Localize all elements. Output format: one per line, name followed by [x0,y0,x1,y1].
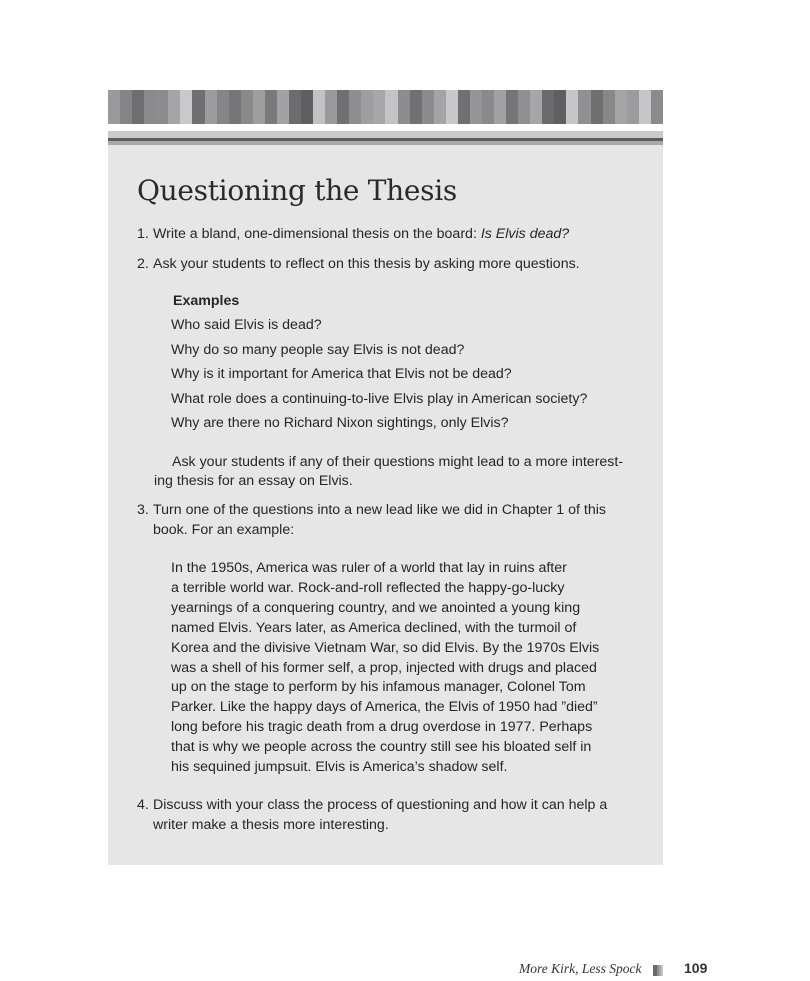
list-text: Discuss with your class the process of questioning and how it can help a [153,797,608,813]
list-number: 4. [137,797,149,813]
paragraph-line: up on the stage to perform by his infamous manager, Colonel Tom [171,679,586,696]
page-title: Questioning the Thesis [137,174,457,207]
stripe [603,90,615,124]
stripe [120,90,132,124]
header-stripe-band [108,90,663,124]
stripe [518,90,530,124]
example-question: Why is it important for America that Elvis not be dead? [171,366,512,382]
list-number: 3. [137,502,149,518]
page-number: 109 [684,960,708,976]
stripe [434,90,446,124]
stripe [530,90,542,124]
stripe [313,90,325,124]
stripe [591,90,603,124]
list-number: 1. [137,226,149,242]
stripe [361,90,373,124]
follow-up-line: Ask your students if any of their questions might lead to a more interest- [172,454,624,470]
example-question: What role does a continuing-to-live Elvis play in American society? [171,391,588,407]
example-question: Why do so many people say Elvis is not dead? [171,342,465,358]
list-text-italic: Is Elvis dead? [480,226,570,242]
stripe [289,90,301,124]
stripe [192,90,204,124]
list-item-4 [137,795,607,815]
stripe [108,90,120,124]
list-number: 2. [137,256,149,272]
paragraph-line: Korea and the divisive Vietnam War, so did Elvis. By the 1970s Elvis [171,639,600,656]
list-item-1 [137,224,569,244]
stripe [554,90,566,124]
stripe [385,90,397,124]
stripe [265,90,277,124]
stripe [615,90,627,124]
paragraph-line: Parker. Like the happy days of America, the Elvis of 1950 had ”died” [171,699,598,716]
stripe [349,90,361,124]
example-question: Who said Elvis is dead? [171,317,322,333]
stripe [398,90,410,124]
stripe [470,90,482,124]
stripe [627,90,639,124]
paragraph-line: long before his tragic death from a drug overdose in 1977. Perhaps [171,719,593,736]
list-item-3-cont: book. For an example: [153,522,295,538]
stripe [253,90,265,124]
running-footer-title: More Kirk, Less Spock [519,961,642,976]
list-text: Turn one of the questions into a new lead like we did in Chapter 1 of this [153,502,606,518]
paragraph-line: named Elvis. Years later, as America declined, with the turmoil of [171,619,577,636]
list-item-4-cont: writer make a thesis more interesting. [153,817,389,833]
examples-heading: Examples [173,293,240,309]
stripe [301,90,313,124]
example-question: Why are there no Richard Nixon sightings, only Elvis? [171,415,509,431]
stripe [156,90,168,124]
stripe [205,90,217,124]
stripe [639,90,651,124]
stripe [180,90,192,124]
stripe [651,90,663,124]
stripe [578,90,590,124]
stripe [446,90,458,124]
stripe [422,90,434,124]
stripe [241,90,253,124]
stripe [217,90,229,124]
stripe [482,90,494,124]
list-item-3 [137,500,606,520]
stripe [277,90,289,124]
paragraph-line: was a shell of his former self, a prop, injected with drugs and placed [171,659,597,676]
list-text: Write a bland, one-dimensional thesis on the board: [153,226,481,242]
stripe [337,90,349,124]
list-item-2 [137,254,580,274]
stripe [168,90,180,124]
stripe [373,90,385,124]
paragraph-line: In the 1950s, America was ruler of a world that lay in ruins after [171,560,567,576]
stripe [566,90,578,124]
stripe [132,90,144,124]
stripe [229,90,241,124]
paragraph-line: yearnings of a conquering country, and we anointed a young king [171,599,581,616]
stripe [458,90,470,124]
stripe [325,90,337,124]
paragraph-line: that is why we people across the country still see his bloated self in [171,739,592,756]
stripe [542,90,554,124]
stripe [144,90,156,124]
follow-up-line: ing thesis for an essay on Elvis. [154,473,353,489]
stripe [494,90,506,124]
header-rule-light [108,131,663,138]
stripe [506,90,518,124]
stripe-icon [653,965,663,976]
paragraph-line: a terrible world war. Rock-and-roll reflected the happy-go-lucky [171,579,565,596]
list-text: Ask your students to reflect on this thesis by asking more questions. [153,256,580,272]
stripe [410,90,422,124]
paragraph-line: his sequined jumpsuit. Elvis is America’s shadow self. [171,759,508,775]
